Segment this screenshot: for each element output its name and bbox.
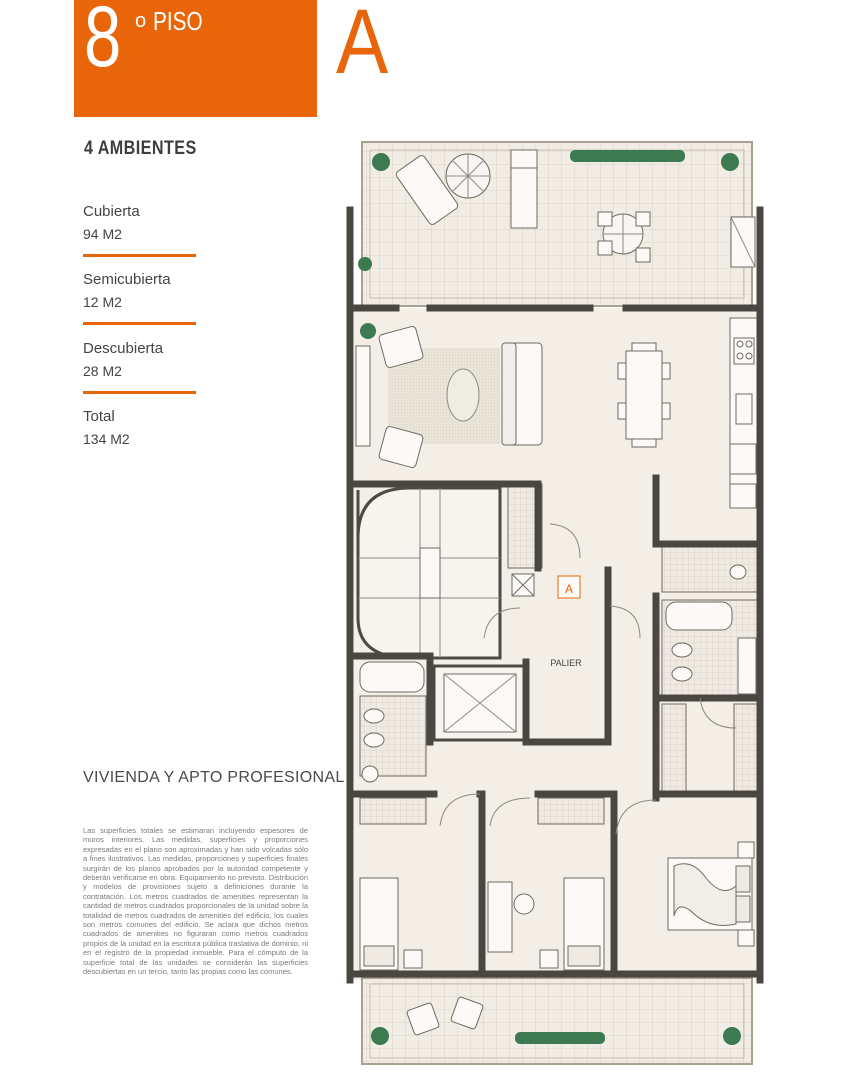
- usage-label: VIVIENDA Y APTO PROFESIONAL: [83, 769, 345, 786]
- area-value: 94 M2: [83, 226, 122, 242]
- bed-main: [668, 842, 754, 946]
- rooms-label: 4 AMBIENTES: [84, 138, 197, 159]
- area-label: Descubierta: [83, 340, 164, 357]
- area-label: Total: [83, 408, 115, 425]
- kitchen: [730, 318, 758, 508]
- unit-letter: A: [336, 0, 389, 93]
- area-label: Cubierta: [83, 203, 140, 220]
- area-divider: [83, 254, 196, 257]
- area-label: Semicubierta: [83, 271, 171, 288]
- disclaimer-text: Las superficies totales se estimaran incluyendo espesores de muros interiores. Las medidas, superficies y proporciones expresadas en el plano son aproximadas y han sido volcadas sólo a fines ilustrativos. Las medidas, proporciones y superficies finales surgirán de los planos aprobados por la autoridad competente y deberán verificarse en obra. Equipamiento no previsto. Distribución y modelos de provisiones sujeto a definiciones durante la contratación. Los metros cuadrados de amenities representan la cantidad de metros cuadrados proporcionales de la unidad sobre la totalidad de metros cuadrados de amenities del edificio, los cuales son metros comunes del edificio. Se aclara que dichos metros cuadrados de amenities no figuraran como metros cuadrados propios de la unidad en la escritura pública traslativa de dominio, ni en el registro de la propiedad inmueble. Para el cómputo de la superficie total de las unidades se considerán las superficies descubiertas en un tercio, tanto las propias como las comunes.: [83, 826, 308, 977]
- dining-table: [618, 343, 670, 447]
- area-value: 12 M2: [83, 294, 122, 310]
- unit-marker: A: [564, 582, 574, 596]
- floor-plan: [340, 138, 770, 1068]
- palier-label: PALIER: [550, 658, 582, 668]
- area-divider: [83, 322, 196, 325]
- area-descubierta: [83, 338, 198, 382]
- area-semicubierta: [83, 269, 198, 313]
- area-value: 134 M2: [83, 431, 130, 447]
- floor-number: 8: [84, 0, 122, 85]
- area-total: [83, 406, 198, 450]
- floor-degree: o: [135, 10, 147, 32]
- area-cubierta: [83, 201, 198, 245]
- floor-word: PISO: [153, 6, 203, 36]
- area-value: 28 M2: [83, 363, 122, 379]
- area-divider: [83, 391, 196, 394]
